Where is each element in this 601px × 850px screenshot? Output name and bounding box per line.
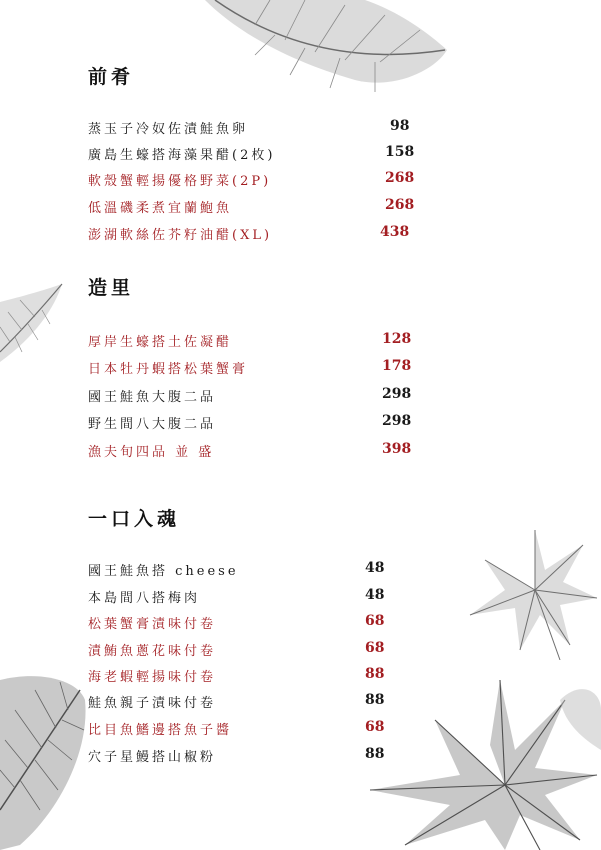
item-name: 低溫磯柔煮宜蘭鮑魚 xyxy=(88,201,233,216)
item-name: 漁夫旬四品 並 盛 xyxy=(88,445,215,460)
leaf-left-middle-illustration xyxy=(0,282,65,367)
item-name: 澎湖軟絲佐芥籽油醋(XL) xyxy=(88,228,273,243)
item-price: 268 xyxy=(385,170,415,186)
item-name: 海老蝦輕揚味付卷 xyxy=(88,670,217,685)
item-name: 蒸玉子冷奴佐漬鮭魚卵 xyxy=(88,122,249,137)
item-name: 穴子星鰻搭山椒粉 xyxy=(88,750,217,765)
item-price: 88 xyxy=(365,746,385,762)
item-name: 鮭魚親子漬味付卷 xyxy=(88,696,217,711)
item-name: 廣島生蠔搭海藻果醋(2枚) xyxy=(88,148,276,163)
leaf-bottom-right-illustration xyxy=(365,680,601,850)
item-price: 398 xyxy=(382,441,412,457)
item-price: 68 xyxy=(365,613,385,629)
item-price: 298 xyxy=(382,386,412,402)
item-price: 48 xyxy=(365,587,385,603)
item-name: 國王鮭魚搭 cheese xyxy=(88,564,239,579)
section-title-otsukuri: 造里 xyxy=(88,277,135,299)
item-name: 日本牡丹蝦搭松葉蟹膏 xyxy=(88,362,249,377)
item-price: 68 xyxy=(365,719,385,735)
item-price: 158 xyxy=(385,144,415,160)
item-price: 48 xyxy=(365,560,385,576)
item-name: 厚岸生蠔搭土佐凝醋 xyxy=(88,335,233,350)
leaf-right-illustration xyxy=(465,520,601,660)
item-price: 88 xyxy=(365,666,385,682)
item-price: 438 xyxy=(380,224,410,240)
leaf-top-illustration xyxy=(195,0,450,110)
item-price: 178 xyxy=(382,358,412,374)
item-price: 98 xyxy=(390,118,410,134)
item-price: 68 xyxy=(365,640,385,656)
item-name: 野生間八大腹二品 xyxy=(88,417,217,432)
item-price: 88 xyxy=(365,692,385,708)
item-name: 國王鮭魚大腹二品 xyxy=(88,390,217,405)
item-name: 松葉蟹膏漬味付卷 xyxy=(88,617,217,632)
section-title-zensai: 前肴 xyxy=(88,66,135,88)
item-name: 比目魚鰭邊搭魚子醬 xyxy=(88,723,233,738)
item-price: 268 xyxy=(385,197,415,213)
item-price: 298 xyxy=(382,413,412,429)
item-name: 本島間八搭梅肉 xyxy=(88,591,201,606)
item-price: 128 xyxy=(382,331,412,347)
leaf-bottom-left-illustration xyxy=(0,660,90,850)
section-title-hitokuchi: 一口入魂 xyxy=(88,508,181,530)
item-name: 漬鮪魚蔥花味付卷 xyxy=(88,644,217,659)
item-name: 軟殼蟹輕揚優格野菜(2P) xyxy=(88,174,272,189)
